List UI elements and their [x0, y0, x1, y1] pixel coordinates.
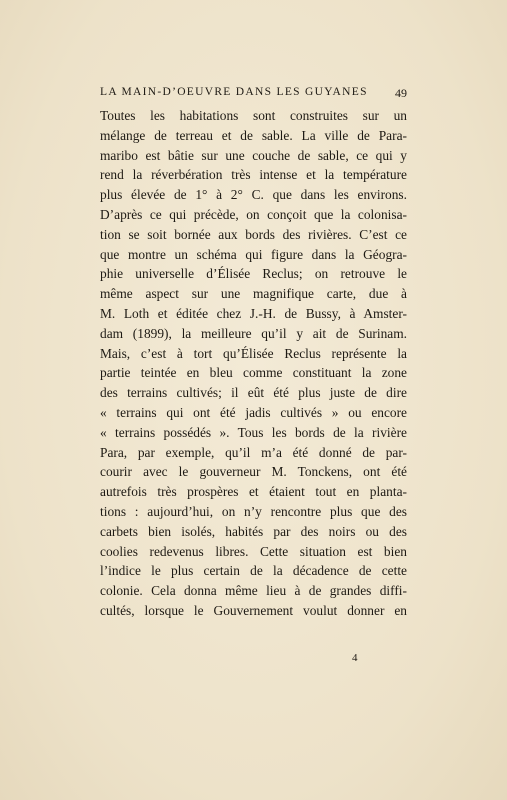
text-line-16: « terrains qui ont été jadis cultivés » ou encore [100, 404, 407, 420]
text-line-23: coolies redevenus libres. Cette situation est bien [100, 543, 407, 559]
text-line-12: dam (1899), la meilleure qu’il y ait de Surinam. [100, 325, 407, 341]
text-line-9: phie universelle d’Élisée Reclus; on retrouve le [100, 266, 407, 282]
text-line-4: rend la réverbération très intense et la température [100, 167, 407, 183]
text-line-17: « terrains possédés ». Tous les bords de la rivière [100, 424, 407, 440]
text-line-26: cultés, lorsque le Gouvernement voulut donner en [100, 602, 407, 618]
text-line-13: Mais, c’est à tort qu’Élisée Reclus représente la [100, 345, 407, 361]
text-line-21: tions : aujourd’hui, on n’y rencontre plus que des [100, 503, 407, 519]
text-line-6: D’après ce qui précède, on conçoit que la colonisa- [100, 206, 407, 222]
body-paragraph [100, 106, 407, 621]
text-line-19: courir avec le gouverneur M. Tonckens, ont été [100, 464, 407, 480]
text-line-18: Para, par exemple, qu’il m’a été donné de par- [100, 444, 407, 460]
text-line-22: carbets bien isolés, habités par des noirs ou des [100, 523, 407, 539]
text-line-24: l’indice le plus certain de la décadence de cette [100, 563, 407, 579]
text-line-1: Toutes les habitations sont construites sur un [100, 108, 407, 123]
text-line-14: partie teintée en bleu comme constituant la zone [100, 365, 407, 381]
text-line-3: maribo est bâtie sur une couche de sable, ce qui y [100, 147, 407, 163]
text-line-25: colonie. Cela donna même lieu à de grandes diffi- [100, 583, 407, 599]
text-line-11: M. Loth et éditée chez J.-H. de Bussy, à Amster- [100, 305, 407, 321]
text-line-8: que montre un schéma qui figure dans la Géogra- [100, 246, 407, 262]
text-line-20: autrefois très prospères et étaient tout en planta- [100, 484, 407, 500]
running-header [100, 86, 407, 102]
running-title: LA MAIN-D’OEUVRE DANS LES GUYANES [100, 86, 368, 98]
text-line-7: tion se soit bornée aux bords des rivières. C’est ce [100, 226, 407, 242]
signature-mark: 4 [352, 652, 358, 664]
text-line-15: des terrains cultivés; il eût été plus juste de dire [100, 385, 407, 401]
text-line-10: même aspect sur une magnifique carte, due à [100, 286, 407, 302]
page-number: 49 [395, 86, 407, 100]
text-line-2: mélange de terreau et de sable. La ville de Para- [100, 127, 407, 143]
text-line-5: plus élevée de 1° à 2° C. que dans les environs. [100, 187, 407, 203]
